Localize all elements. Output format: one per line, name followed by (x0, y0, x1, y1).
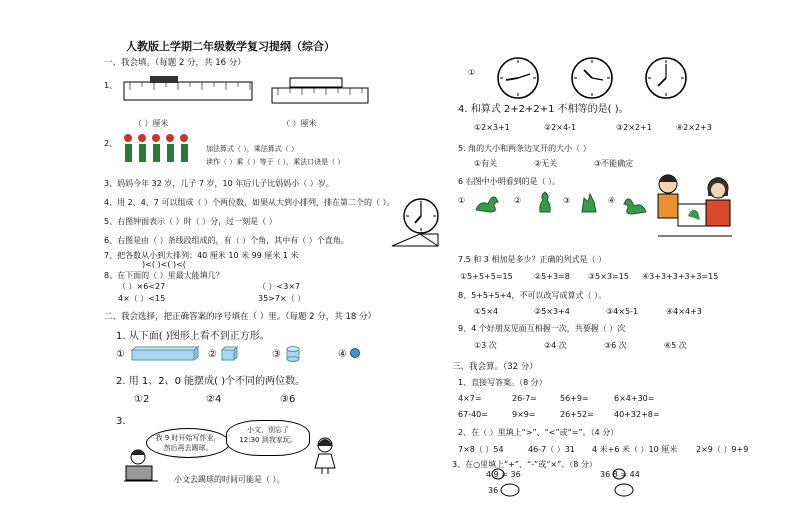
calc-3-c1[interactable]: 4 9 = 36 (486, 470, 521, 479)
r-q8-opt-2[interactable]: ②5×3+4 (534, 307, 570, 316)
r-q6-opt-3[interactable]: ③ (563, 196, 571, 205)
q1-answer-b[interactable]: （ ）厘米 (282, 119, 317, 128)
right-circle-1: ① (468, 68, 476, 77)
speech-bubble-left-text: 我 9 时开始写作业，然后再去踢球。 (155, 434, 221, 452)
dinosaur-view-1 (474, 192, 504, 214)
calc-1-heading: 1、直接写答案。（8 分） (458, 378, 547, 387)
calc-3-circle-1[interactable] (491, 468, 505, 480)
r-q5-opt-2[interactable]: ②无关 (534, 159, 558, 168)
q2-label: 2、 (104, 139, 118, 148)
section-2-heading: 二、我会选择，把正确答案的序号填在（ ）里。（每题 2 分，共 18 分） (104, 312, 376, 322)
calc-2-c2[interactable]: 46-7（ ）31 (528, 445, 575, 454)
q7-text: 7、把各数从小到大排列：40 厘米 10 米 99 厘米 1 米 (104, 251, 299, 260)
calc-2-c4[interactable]: 2×9（ ）9+9 (696, 445, 749, 454)
calc-1-r1-c1[interactable]: 4×7= (458, 394, 482, 403)
dinosaur-view-2 (538, 190, 552, 214)
calc-3-circle-4[interactable] (614, 483, 634, 497)
q3-text: 3、妈妈今年 32 岁，儿子 7 岁，10 年后儿子比妈妈小（ ）岁。 (104, 179, 334, 188)
clock-icon-2 (570, 56, 614, 100)
r-q6-opt-1[interactable]: ① (458, 196, 466, 205)
dinosaur-view-3 (580, 192, 598, 214)
r-q8-opt-4[interactable]: ④4×4+3 (666, 307, 702, 316)
s2-q2-opt-3[interactable]: ③6 (280, 394, 296, 405)
r-q8-text: 8、5+5+5+4，不可以改写成算式（ ）。 (458, 291, 607, 300)
r-q8-opt-1[interactable]: ①5×4 (474, 307, 499, 316)
s2-q2-opt-2[interactable]: ②4 (206, 394, 222, 405)
q6-text: 6、右图是由（ ）条线段组成的，有（ ）个角，其中有（ ）个直角。 (104, 236, 349, 245)
calc-2-c1[interactable]: 7×8（ ）54 (458, 445, 504, 454)
s2-q3-question: 小文去踢球的时间可能是（ ）。 (174, 475, 285, 484)
r-q4-opt-2[interactable]: ②2×4-1 (544, 123, 577, 132)
q2-line-2: 读作（ ）乘（ ）等于（ ），乘法口诀是（ ） (206, 158, 345, 166)
clock-icon-3 (644, 56, 688, 100)
calc-3-extra-number: 36 (488, 486, 499, 495)
q1-answer-a[interactable]: （ ）厘米 (134, 119, 169, 128)
speech-bubble-left (146, 428, 230, 458)
calc-3-heading: 3、在○里填上“+”、“-”或“×”。（8 分） (452, 460, 597, 469)
r-q7-opt-1[interactable]: ①5+5+5=15 (460, 272, 513, 281)
q5-text: 5、右图钟面表示（ ）时（ ）分，过一刻是（ ） (104, 217, 277, 226)
ruler-image-a (124, 74, 254, 104)
r-q9-opt-1[interactable]: ①3 次 (474, 341, 497, 350)
calc-2-heading: 2、在（ ）里填上“>”、“<”或“=”。（4 分） (458, 428, 619, 437)
section-3-heading: 三、我会算。（32 分） (452, 362, 538, 372)
r-q5-opt-3[interactable]: ③不能确定 (594, 159, 634, 168)
r-q6-opt-4[interactable]: ④ (608, 196, 616, 205)
r-q9-opt-2[interactable]: ②4 次 (544, 341, 567, 350)
r-q5-text: 5. 角的大小和两条边叉开的大小（ ） (458, 144, 591, 153)
r-q6-opt-2[interactable]: ② (514, 196, 522, 205)
calc-1-r1-c3[interactable]: 56+9= (560, 394, 589, 403)
s2-q1-opt-1[interactable]: ① (116, 349, 125, 360)
calc-1-r1-c4[interactable]: 6×4+30= (614, 394, 655, 403)
cube-shape (221, 347, 239, 361)
cuboid-shape (128, 346, 200, 362)
r-q7-opt-2[interactable]: ②5+3=8 (534, 272, 570, 281)
r-q4-text: 4. 和算式 2+2+2+1 不相等的是( )。 (458, 104, 629, 115)
s2-q1-opt-2[interactable]: ② (208, 349, 217, 360)
r-q8-opt-3[interactable]: ③4×5-1 (606, 307, 639, 316)
page-title: 人教版上学期二年级数学复习提纲（综合） (126, 40, 335, 53)
sphere-shape (350, 348, 360, 358)
section-1-heading: 一、我会填。（每题 2 分，共 16 分） (104, 58, 246, 68)
r-q9-text: 9、4 个好朋友见面互相握一次，共要握（ ）次 (458, 324, 626, 333)
r-q9-opt-4[interactable]: ④5 次 (664, 341, 687, 350)
q4-text: 4、用 2、4、7 可以组成（ ）个两位数，如果从大到小排列，排在第二个的（ ）。 (104, 198, 395, 207)
clock-icon-1 (496, 56, 540, 100)
calc-1-r1-c2[interactable]: 26-7= (512, 394, 537, 403)
calc-1-r2-c3[interactable]: 26+52= (560, 410, 594, 419)
calc-3-circle-3[interactable] (500, 483, 520, 497)
r-q6-text: 6 右图中小明看到的是（ ）。 (458, 177, 561, 186)
q8-text: 8、在下面的（ ）里最大能填几？ (104, 271, 224, 280)
calc-3-c2[interactable]: 36 8 = 44 (600, 470, 640, 479)
speech-bubble-right (226, 420, 310, 456)
s2-q3-label: 3. (116, 416, 126, 427)
clock-icon-q5 (401, 196, 441, 236)
q8-row2-a[interactable]: 4×（ ）<15 (118, 294, 166, 303)
ruler-image-b (272, 76, 372, 104)
r-q4-opt-4[interactable]: ④2×2+3 (676, 123, 712, 132)
q2-line-1: 加法算式（ ），乘法算式（ ） (206, 145, 298, 153)
q7-blanks[interactable]: )<( )<( )<( (142, 260, 186, 269)
dinosaur-view-4 (618, 194, 648, 216)
flower-vases-image (120, 130, 200, 166)
r-q4-opt-1[interactable]: ①2×3+1 (474, 123, 510, 132)
cylinder-shape (286, 346, 300, 362)
children-looking-image (652, 172, 738, 238)
s2-q1-opt-4[interactable]: ④ (338, 349, 347, 360)
calc-3-circle-2[interactable] (612, 468, 626, 480)
q8-row1-b[interactable]: （ ）<3×7 (258, 282, 301, 291)
calc-1-r2-c1[interactable]: 67-40= (458, 410, 488, 419)
s2-q1-text: 1. 从下面( )图形上看不到正方形。 (116, 331, 270, 342)
q8-row2-b[interactable]: 35>7×（ ） (258, 294, 306, 303)
girl-image (312, 436, 338, 476)
triangle-figure-q6 (390, 232, 440, 248)
q1-label: 1、 (104, 81, 118, 90)
r-q4-opt-3[interactable]: ③2×2+1 (616, 123, 652, 132)
s2-q2-opt-1[interactable]: ①2 (134, 394, 150, 405)
s2-q1-opt-3[interactable]: ③ (272, 349, 281, 360)
r-q5-opt-1[interactable]: ①有关 (474, 159, 498, 168)
s2-q2-text: 2. 用 1、2、0 能摆成( )个不同的两位数。 (116, 376, 306, 387)
calc-2-c3[interactable]: 4 米+6 米（ ）10 厘米 (592, 445, 678, 454)
calc-1-r2-c4[interactable]: 40+32+8= (614, 410, 660, 419)
r-q7-opt-4[interactable]: ④3+3+3+3+3=15 (642, 272, 719, 281)
calc-1-r2-c2[interactable]: 9×9= (512, 410, 536, 419)
r-q7-opt-3[interactable]: ③5×3=15 (588, 272, 629, 281)
r-q9-opt-3[interactable]: ③6 次 (604, 341, 627, 350)
speech-bubble-right-text: 小文，别忘了 12:30 到我家玩。 (239, 426, 297, 444)
q8-row1-a[interactable]: （ ）×6<27 (118, 282, 166, 291)
r-q7-text: 7.5 和 3 相加是多少？正确的列式是（ ） (458, 255, 606, 264)
